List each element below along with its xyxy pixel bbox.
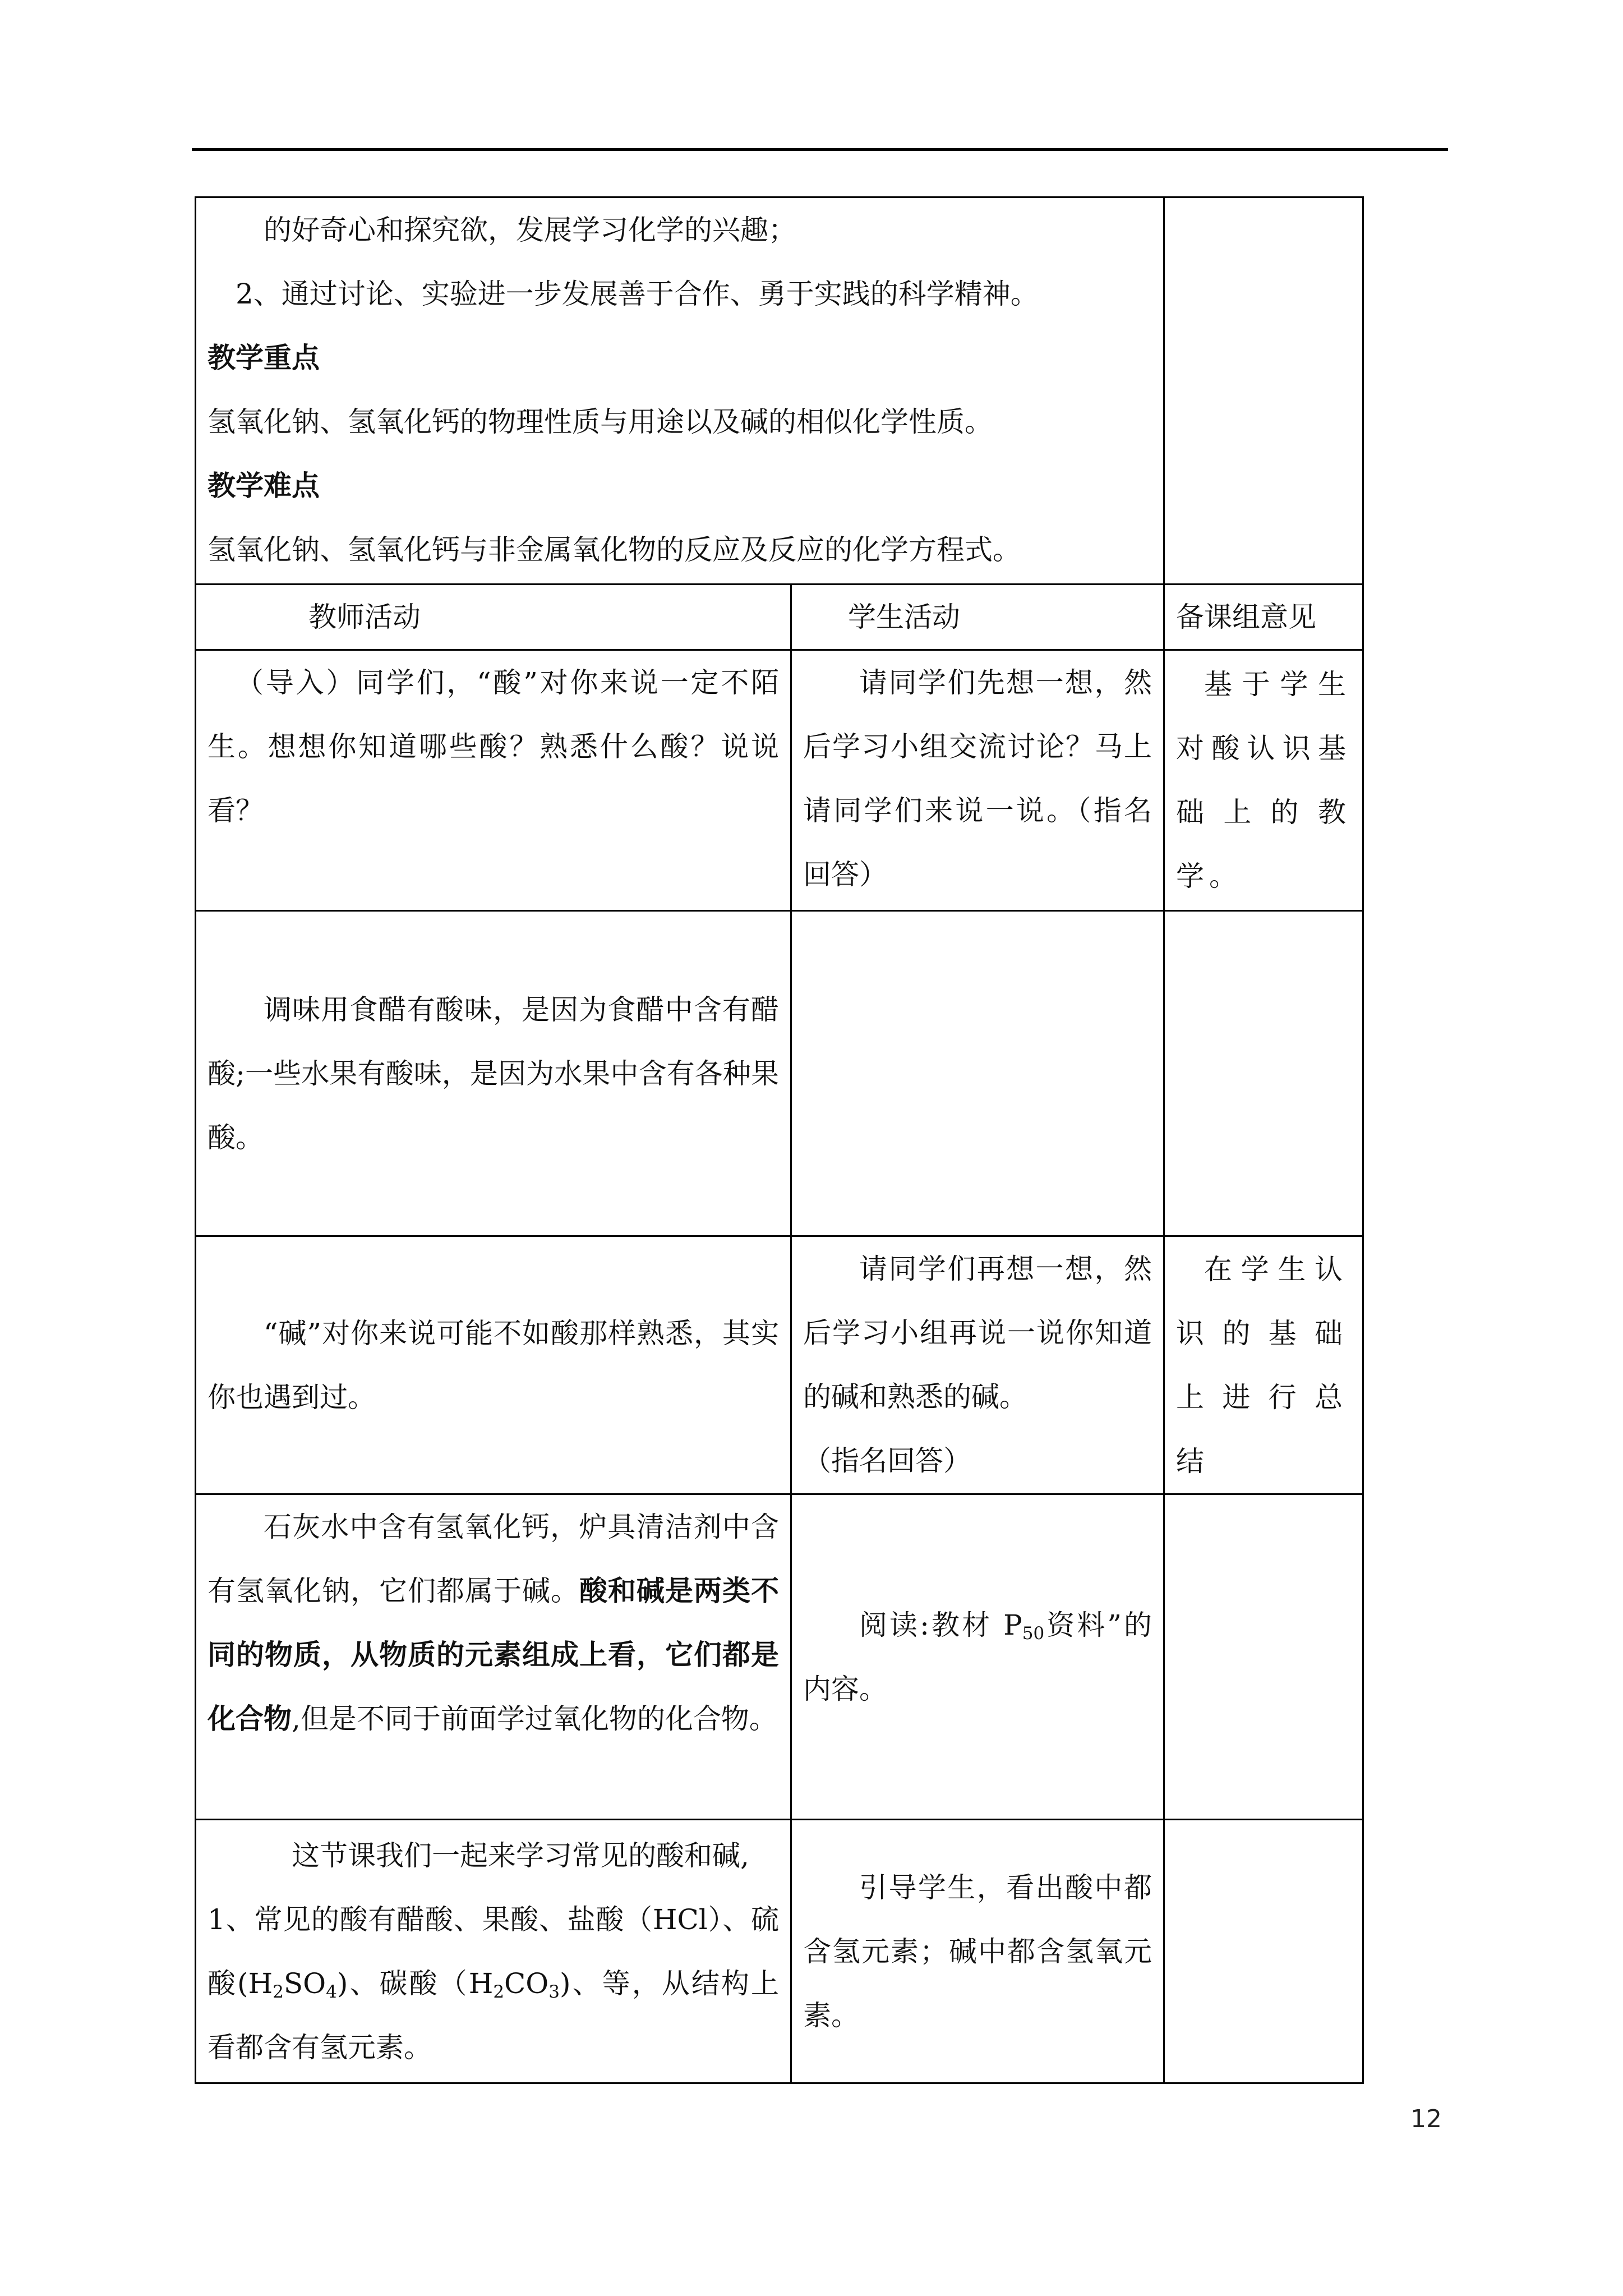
teacher-text: （导入）同学们，“酸”对你来说一定不陌生。想想你知道哪些酸？熟悉什么酸？说说看？ xyxy=(208,666,779,827)
table-row xyxy=(196,650,1363,911)
table-row xyxy=(196,1820,1363,2083)
student-text: （指名回答） xyxy=(803,1444,971,1477)
difficulty-text: 氢氧化钠、氢氧化钙与非金属氧化物的反应及反应的化学方程式。 xyxy=(208,533,1021,566)
objectives-cell xyxy=(196,197,1164,585)
teacher-text-part: SO xyxy=(283,1967,326,2000)
group-text: 在学生认识的基础上进行总结 xyxy=(1176,1253,1351,1478)
subscript: 50 xyxy=(1022,1623,1045,1644)
student-cell xyxy=(791,1494,1164,1820)
teacher-text-part: )、碳酸（H xyxy=(336,1967,494,2000)
teacher-text-part: ,但是不同于前面学过氧化物的化合物。 xyxy=(292,1703,777,1735)
student-text: 请同学们先想一想，然后学习小组交流讨论？马上请同学们来说一说。（指名回答） xyxy=(803,666,1152,891)
student-text xyxy=(803,1593,1152,1721)
student-cell xyxy=(791,650,1164,911)
student-cell xyxy=(791,1820,1164,2083)
student-text-part: 资料”的内容。 xyxy=(803,1608,1152,1705)
subscript: 2 xyxy=(273,1981,284,2002)
student-text: 请同学们再想一想，然后学习小组再说一说你知道的碱和熟悉的碱。 xyxy=(803,1253,1152,1413)
student-text-part: 阅读:教材 P xyxy=(859,1608,1022,1641)
key-points-text: 氢氧化钠、氢氧化钙的物理性质与用途以及碱的相似化学性质。 xyxy=(208,406,993,438)
group-cell xyxy=(1164,1820,1363,2083)
subscript: 2 xyxy=(493,1981,505,2002)
header-group: 备课组意见 xyxy=(1164,585,1363,650)
teacher-cell xyxy=(196,911,791,1236)
key-points-heading: 教学重点 xyxy=(208,341,320,374)
teacher-text: 调味用食醋有酸味，是因为食醋中含有醋酸;一些水果有酸味，是因为水果中含有各种果酸。 xyxy=(208,993,779,1154)
teacher-text xyxy=(208,1495,779,1751)
table-row xyxy=(196,911,1363,1236)
teacher-text xyxy=(208,1888,779,2079)
teacher-cell xyxy=(196,1494,791,1820)
teacher-text-part: )、等，从结构上看都含有氢元素。 xyxy=(208,1967,779,2064)
objective-text: 2、通过讨论、实验进一步发展善于合作、勇于实践的科学精神。 xyxy=(236,278,1039,310)
table-header-row xyxy=(196,585,1363,650)
objective-text: 的好奇心和探究欲，发展学习化学的兴趣； xyxy=(264,214,796,246)
teacher-text-part: CO xyxy=(504,1967,549,2000)
objectives-side-cell xyxy=(1164,197,1363,585)
table-row xyxy=(196,1494,1363,1820)
header-rule xyxy=(192,148,1448,151)
subscript: 3 xyxy=(548,1981,560,2002)
teacher-cell xyxy=(196,650,791,911)
page-number: 12 xyxy=(1410,2105,1442,2133)
group-cell xyxy=(1164,1236,1363,1494)
objectives-row xyxy=(196,197,1363,585)
teacher-text-bold: 酸和碱是两类不同的物质，从物质的元素组成上看，它们都是化合物 xyxy=(208,1574,779,1735)
teacher-text-part: 1、常见的酸有醋酸、果酸、盐酸（HCl）、硫酸(H xyxy=(208,1903,779,2000)
difficulty-heading: 教学难点 xyxy=(208,469,320,502)
teacher-cell xyxy=(196,1820,791,2083)
subscript: 4 xyxy=(326,1981,337,2002)
group-cell xyxy=(1164,650,1363,911)
group-cell xyxy=(1164,1494,1363,1820)
group-text: 基于学生对酸认识基础上的教学。 xyxy=(1176,668,1351,892)
lesson-plan-table xyxy=(195,196,1364,2084)
teacher-cell xyxy=(196,1236,791,1494)
teacher-text: 这节课我们一起来学习常见的酸和碱, xyxy=(292,1839,749,1872)
group-cell xyxy=(1164,911,1363,1236)
header-student: 学生活动 xyxy=(791,585,1164,650)
student-cell xyxy=(791,911,1164,1236)
table-row xyxy=(196,1236,1363,1494)
student-cell xyxy=(791,1236,1164,1494)
student-text: 引导学生，看出酸中都含氢元素；碱中都含氢氧元素。 xyxy=(803,1871,1152,2032)
teacher-text-part: 石灰水中含有氢氧化钙，炉具清洁剂中含有氢氧化钠，它们都属于碱。 xyxy=(208,1511,779,1607)
header-teacher: 教师活动 xyxy=(196,585,791,650)
teacher-text: “碱”对你来说可能不如酸那样熟悉，其实你也遇到过。 xyxy=(208,1317,779,1414)
